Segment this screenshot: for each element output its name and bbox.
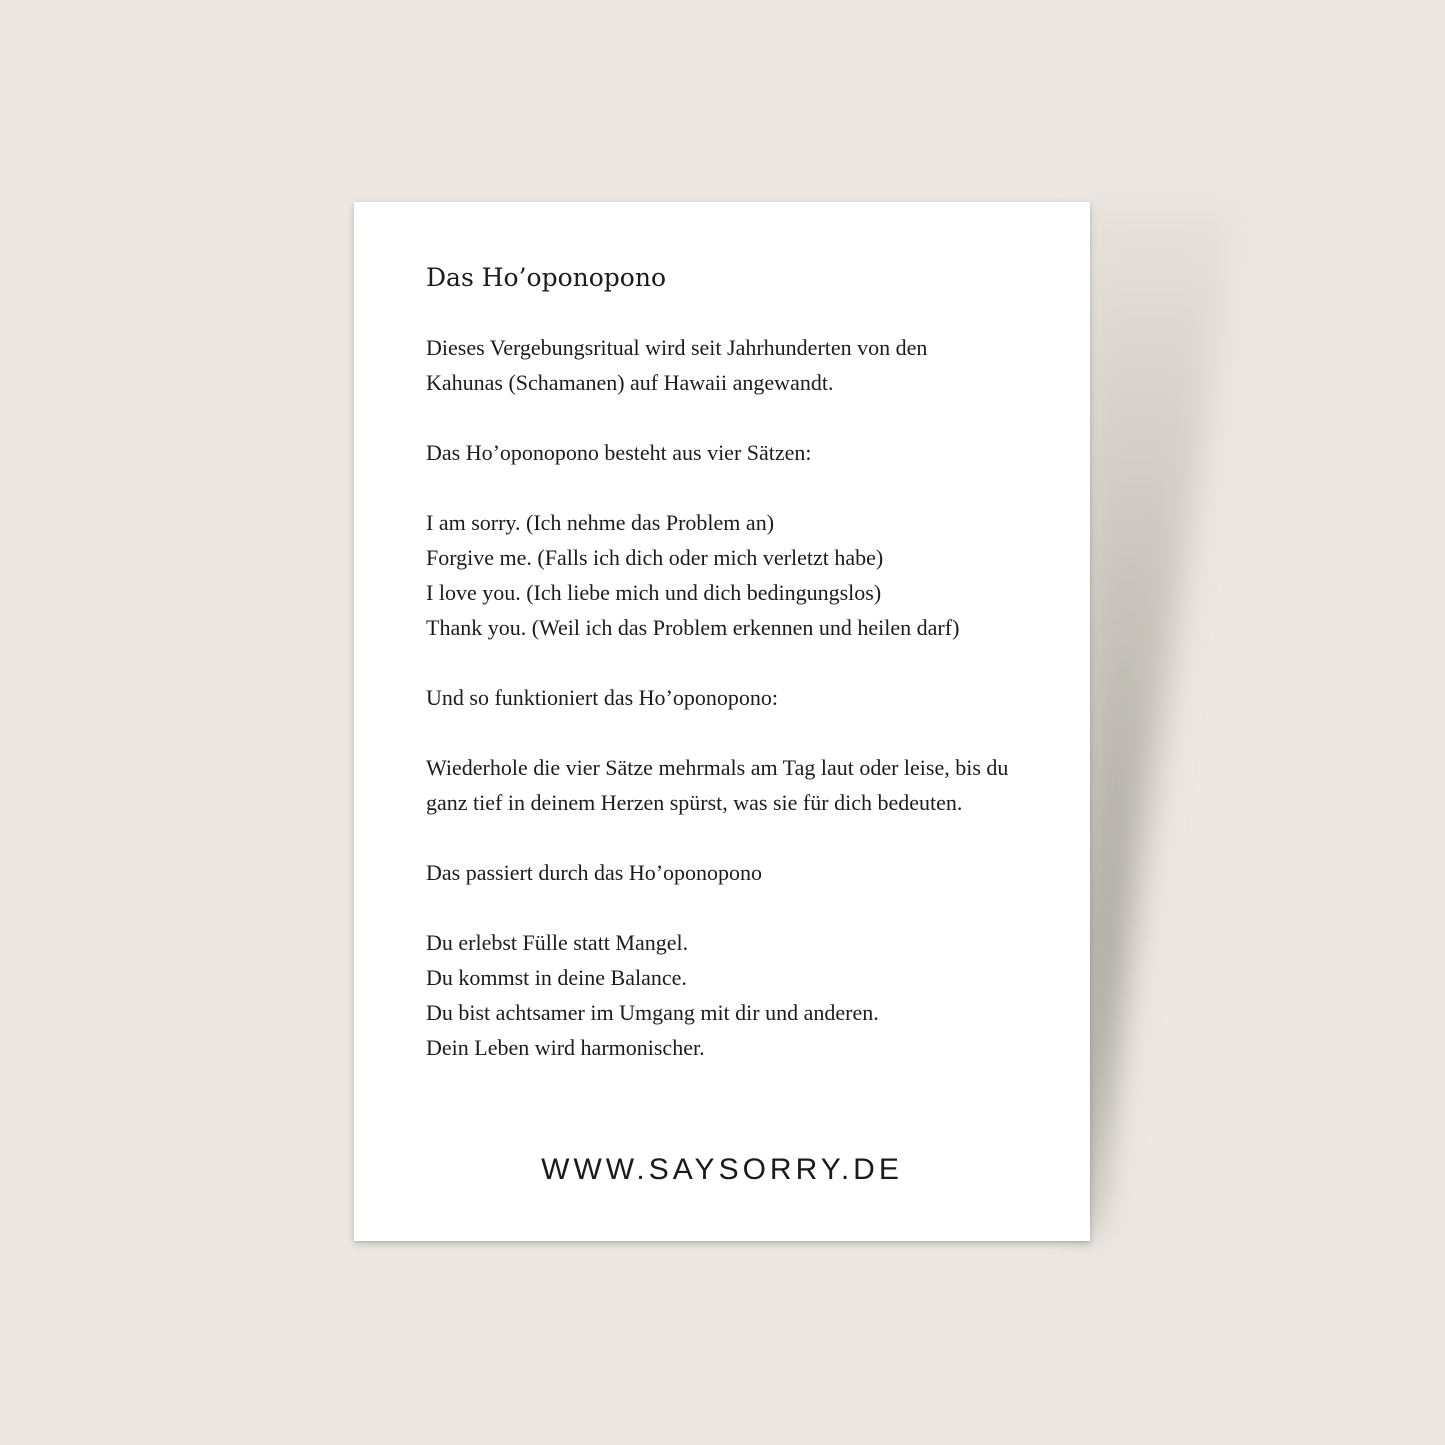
effect-item: Du bist achtsamer im Umgang mit dir und anderen. [426, 1000, 879, 1025]
effects-heading: Das passiert durch das Ho’oponopono [426, 860, 763, 885]
effect-item: Du kommst in deine Balance. [426, 965, 687, 990]
sentence-item: I love you. (Ich liebe mich und dich bedingungslos) [426, 580, 882, 605]
how-paragraph [426, 750, 1050, 820]
how-line: Wiederhole die vier Sätze mehrmals am Tag laut oder leise, bis du [426, 755, 1009, 780]
intro-paragraph [426, 330, 1050, 400]
effects-list [426, 925, 1050, 1065]
website-url: WWW.SAYSORRY.DE [541, 1153, 903, 1186]
effect-item: Dein Leben wird harmonischer. [426, 1035, 705, 1060]
sentences-heading: Das Ho’oponopono besteht aus vier Sätzen: [426, 440, 812, 465]
effect-item: Du erlebst Fülle statt Mangel. [426, 930, 689, 955]
sentence-item: Forgive me. (Falls ich dich oder mich verletzt habe) [426, 545, 884, 570]
card-title: Das Ho’oponopono [426, 263, 666, 292]
sentences-list [426, 505, 1050, 645]
sentence-item: I am sorry. (Ich nehme das Problem an) [426, 510, 775, 535]
sentence-item: Thank you. (Weil ich das Problem erkennen und heilen darf) [426, 615, 960, 640]
how-heading: Und so funktioniert das Ho’oponopono: [426, 685, 778, 710]
how-line: ganz tief in deinem Herzen spürst, was sie für dich bedeuten. [426, 790, 963, 815]
intro-line: Kahunas (Schamanen) auf Hawaii angewandt. [426, 370, 834, 395]
intro-line: Dieses Vergebungsritual wird seit Jahrhunderten von den [426, 335, 928, 360]
info-card [354, 202, 1090, 1241]
